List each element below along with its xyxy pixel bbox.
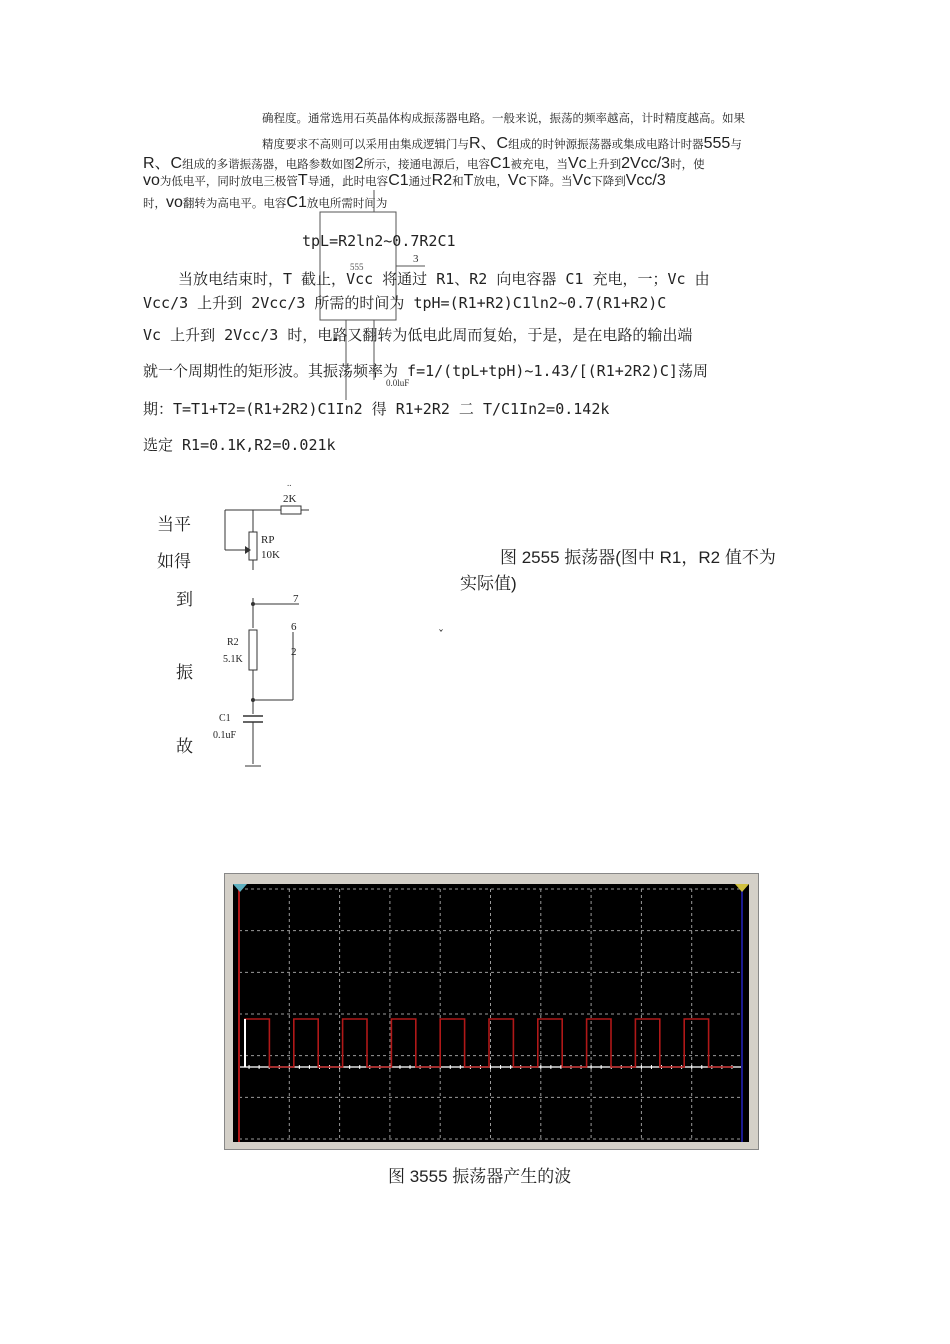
c1-value: 0.1uF [213, 730, 237, 741]
circuit-diagram [205, 478, 315, 773]
formula-tpl: tpL=R2ln2~0.7R2C1 [302, 232, 456, 250]
side-char-1: 当平 [157, 515, 191, 535]
pin7-label: 7 [293, 593, 299, 605]
side-char-4: 振 [176, 663, 193, 683]
text-line-5: 时，vo翻转为高电平。电容C1放电所需时间为 [143, 194, 388, 211]
side-char-5: 故 [176, 737, 193, 757]
r-top-resistor [281, 506, 301, 514]
ic-label: 555 [350, 262, 364, 272]
text-line-1: 确程度。通常选用石英晶体构成振荡器电路。一般来说，振荡的频率越高，计时精度越高。如果 [262, 111, 745, 125]
scope-display [233, 884, 749, 1142]
rp-name: RP [261, 534, 275, 546]
body-line-3: Vc 上升到 2Vcc/3 时，电路又翻转为低电此周而复始，于是，是在电路的输出端 [143, 326, 693, 344]
pin6-label: 6 [291, 621, 297, 633]
stray-mark: ˇ [438, 628, 444, 642]
pin3-label: 3 [413, 253, 419, 265]
text-line-3: R、C组成的多谐振荡器，电路参数如图2所示，接通电源后，电容C1被充电，当Vc上升到2Vcc/3时，使 [143, 155, 705, 172]
oscilloscope-figure [224, 873, 759, 1150]
rp-resistor [249, 532, 257, 560]
figure3-caption: 图 3555 振荡器产生的波 [388, 1167, 572, 1186]
body-line-6: 选定 R1=0.1K,R2=0.021k [143, 436, 336, 454]
figure2-caption-line2: 实际值) [460, 574, 517, 593]
r2-name: R2 [227, 637, 239, 648]
text-line-4: vo为低电平，同时放电三极管T导通，此时电容C1通过R2和T放电，Vc下降。当Vc下降到Vcc/3 [143, 172, 666, 189]
text-line-2: 精度要求不高则可以采用由集成逻辑门与R、C组成的时钟源振荡器或集成电路计时器555与 [262, 135, 742, 152]
figure2-caption-line1: 图 2555 振荡器(图中 R1，R2 值不为 [500, 548, 776, 567]
pin2-label: 2 [291, 646, 297, 658]
c1-name: C1 [219, 713, 231, 724]
dots-mark: .. [287, 478, 292, 488]
rp-value: 10K [261, 549, 280, 561]
r2-resistor [249, 630, 257, 670]
side-char-2: 如得 [157, 552, 191, 572]
side-char-3: 到 [176, 590, 193, 610]
square-wave [245, 1019, 733, 1067]
body-line-1: 当放电结束时，T 截止，Vcc 将通过 R1、R2 向电容器 C1 充电，一；Vc 由 [178, 270, 710, 288]
body-line-5: 期：T=T1+T2=(R1+2R2)C1In2 得 R1+2R2 二 T/C1In2=0.142k [143, 400, 610, 418]
r-top-label: 2K [283, 493, 297, 505]
oscilloscope-screen [225, 874, 758, 1149]
r2-value: 5.1K [223, 654, 243, 665]
body-line-2: Vcc/3 上升到 2Vcc/3 所需的时间为 tpH=(R1+R2)C1ln2~0.7(R1+R2)C [143, 294, 667, 312]
rp-arrow [245, 546, 251, 554]
waveform-trace [245, 1019, 733, 1067]
overlay-cap-label: 0.0luF [386, 378, 410, 388]
body-line-4: 就一个周期性的矩形波。其振荡频率为 f=1/(tpL+tpH)~1.43/[(R1+2R2)C]荡周 [143, 362, 708, 380]
